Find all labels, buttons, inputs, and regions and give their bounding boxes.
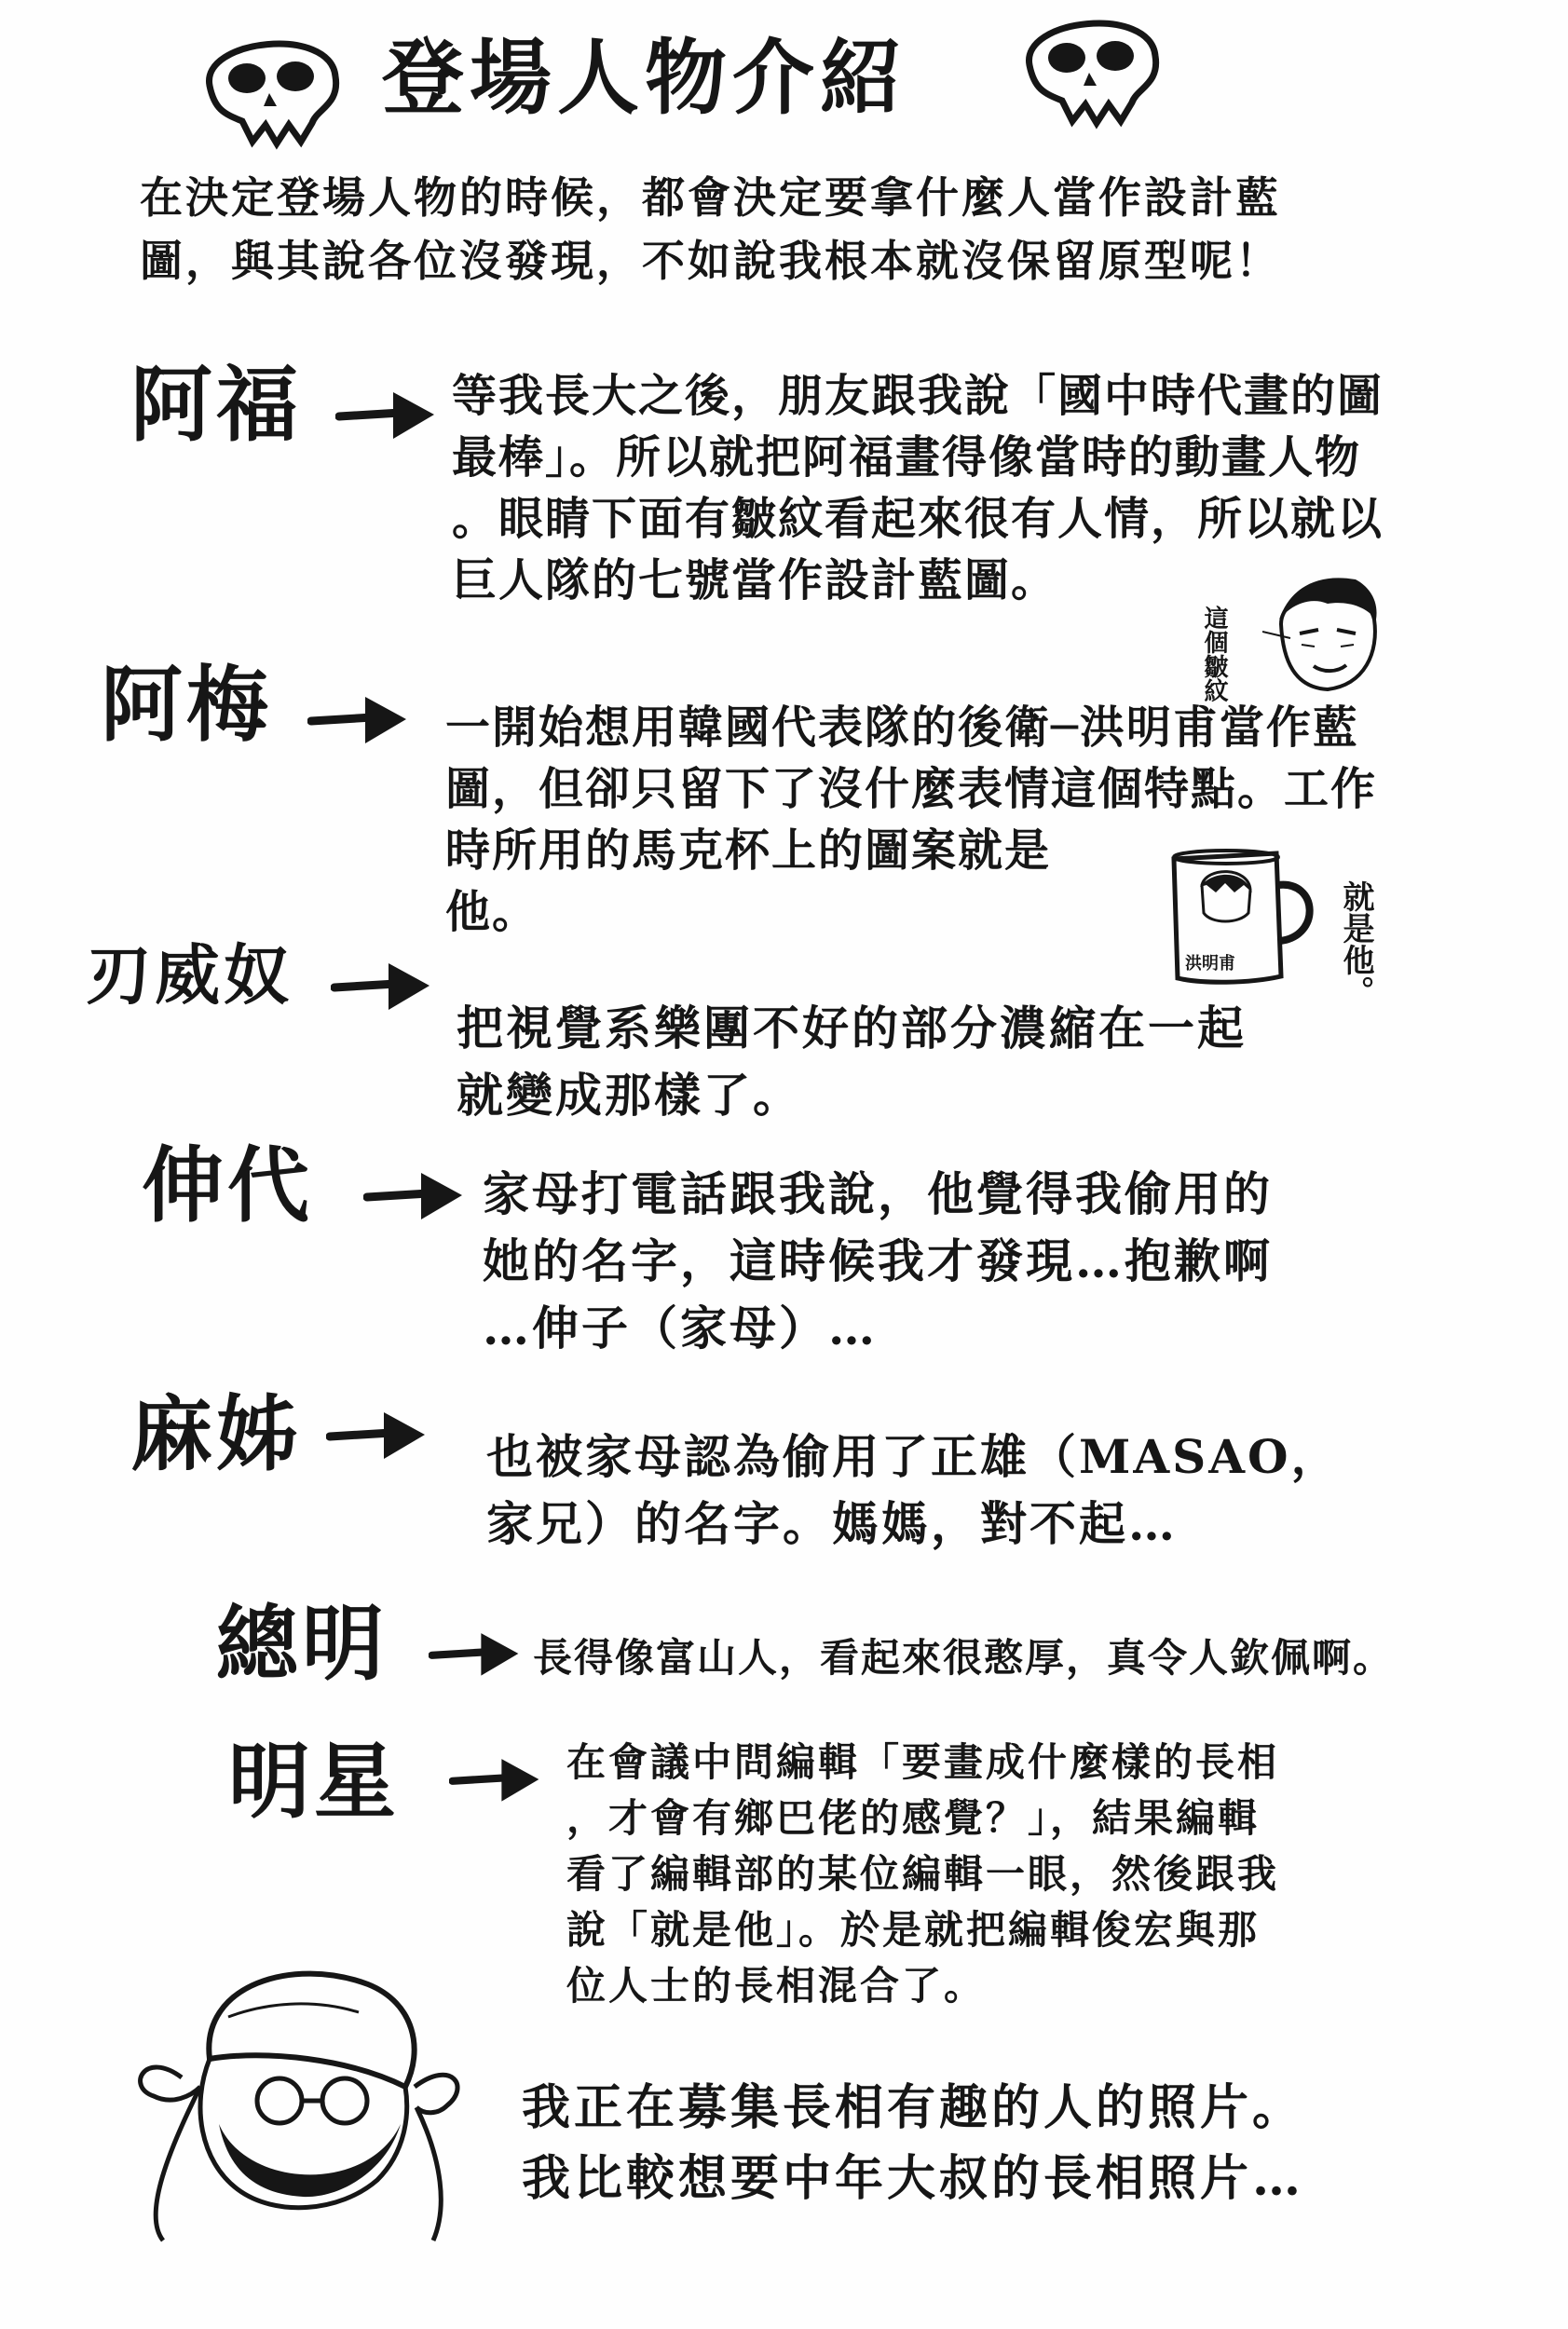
author-self-portrait <box>126 1947 498 2245</box>
entry-line: 把視覺系樂團不好的部分濃縮在一起 <box>457 1001 1247 1056</box>
arrow-right-icon <box>307 691 410 747</box>
note-char: 他 <box>1337 944 1374 975</box>
skull-icon <box>191 20 349 151</box>
entry-description <box>452 365 1384 611</box>
entry-line: ，才會有鄉巴佬的感覺？」，結果編輯 <box>566 1795 1261 1841</box>
footer-line: 我正在募集長相有趣的人的照片。 <box>522 2079 1305 2136</box>
note-char: 紋 <box>1200 678 1228 702</box>
entry-line: 圖，但卻只留下了沒什麼表情這個特點。工作 <box>445 763 1378 815</box>
entry-line: 一開始想用韓國代表隊的後衛─洪明甫當作藍 <box>445 701 1359 754</box>
skull-icon <box>1011 0 1169 130</box>
entry-line: 等我長大之後，朋友跟我說「國中時代畫的圖 <box>452 370 1384 422</box>
character-name: 總明 <box>216 1595 389 1692</box>
character-name: 刃威奴 <box>86 936 293 1014</box>
mug-label: 洪明甫 <box>1185 954 1235 974</box>
note-char: 。 <box>1337 975 1374 1007</box>
entry-description <box>566 1735 1279 2014</box>
mug-drawing <box>1165 848 1323 987</box>
entry-line: 時所用的馬克杯上的圖案就是 <box>445 824 1052 877</box>
entry-line: 說「就是他」。於是就把編輯俊宏與那 <box>566 1907 1261 1953</box>
entry-line: 也被家母認為偷用了正雄（MASAO， <box>486 1429 1341 1484</box>
character-name: 明星 <box>228 1733 401 1830</box>
arrow-right-icon <box>363 1167 466 1223</box>
entry-description <box>533 1630 1394 1686</box>
note-char: 個 <box>1200 630 1228 654</box>
entry-line: 在會議中問編輯「要畫成什麼樣的長相 <box>566 1739 1280 1785</box>
entry-line: 家母打電話跟我說，他覺得我偷用的 <box>483 1166 1273 1221</box>
arrow-right-icon <box>429 1626 522 1682</box>
entry-line: 就變成那樣了。 <box>457 1068 802 1123</box>
note-char: 這 <box>1200 606 1228 630</box>
entry-line: 家兄）的名字。媽媽，對不起… <box>486 1496 1178 1551</box>
entry-description <box>457 995 1247 1129</box>
character-name: 伸代 <box>142 1137 314 1233</box>
footer-line: 我比較想要中年大叔的長相照片… <box>522 2150 1305 2207</box>
entry-line: 最棒」。所以就把阿福畫得像當時的動畫人物 <box>452 431 1362 484</box>
note-char: 皺 <box>1200 654 1228 678</box>
intro-line: 圖，與其說各位沒發現，不如說我根本就沒保留原型呢！ <box>140 236 1281 286</box>
character-name: 阿福 <box>130 356 303 453</box>
footer-text <box>522 2073 1304 2214</box>
intro-line: 在決定登場人物的時候，都會決定要拿什麼人當作設計藍 <box>140 172 1281 223</box>
entry-description <box>486 1423 1341 1558</box>
character-name: 阿梅 <box>101 656 273 753</box>
entry-line: 。眼睛下面有皺紋看起來很有人情，所以就以 <box>452 493 1384 545</box>
character-sketch <box>1262 568 1393 699</box>
note-char: 就 <box>1337 880 1374 912</box>
entry-line: …伸子（家母）… <box>483 1301 878 1355</box>
arrow-right-icon <box>326 1407 429 1463</box>
entry-line: 他。 <box>445 886 539 938</box>
annotation-note <box>1337 880 1374 1007</box>
note-char: 是 <box>1337 912 1374 944</box>
arrow-right-icon <box>449 1751 542 1807</box>
intro-text <box>140 166 1444 293</box>
annotation-note <box>1200 606 1228 702</box>
page-title: 登場人物介紹 <box>382 29 908 126</box>
entry-line: 她的名字，這時候我才發現…抱歉啊 <box>483 1233 1273 1288</box>
entry-description <box>483 1161 1273 1362</box>
entry-line: 長得像富山人，看起來很憨厚，真令人欽佩啊。 <box>533 1635 1395 1681</box>
entry-line: 看了編輯部的某位編輯一眼，然後跟我 <box>566 1851 1280 1897</box>
entry-line: 位人士的長相混合了。 <box>566 1963 987 2009</box>
arrow-right-icon <box>335 387 438 443</box>
character-name: 麻姊 <box>130 1385 303 1482</box>
entry-line: 巨人隊的七號當作設計藍圖。 <box>452 554 1058 606</box>
arrow-right-icon <box>331 958 433 1014</box>
